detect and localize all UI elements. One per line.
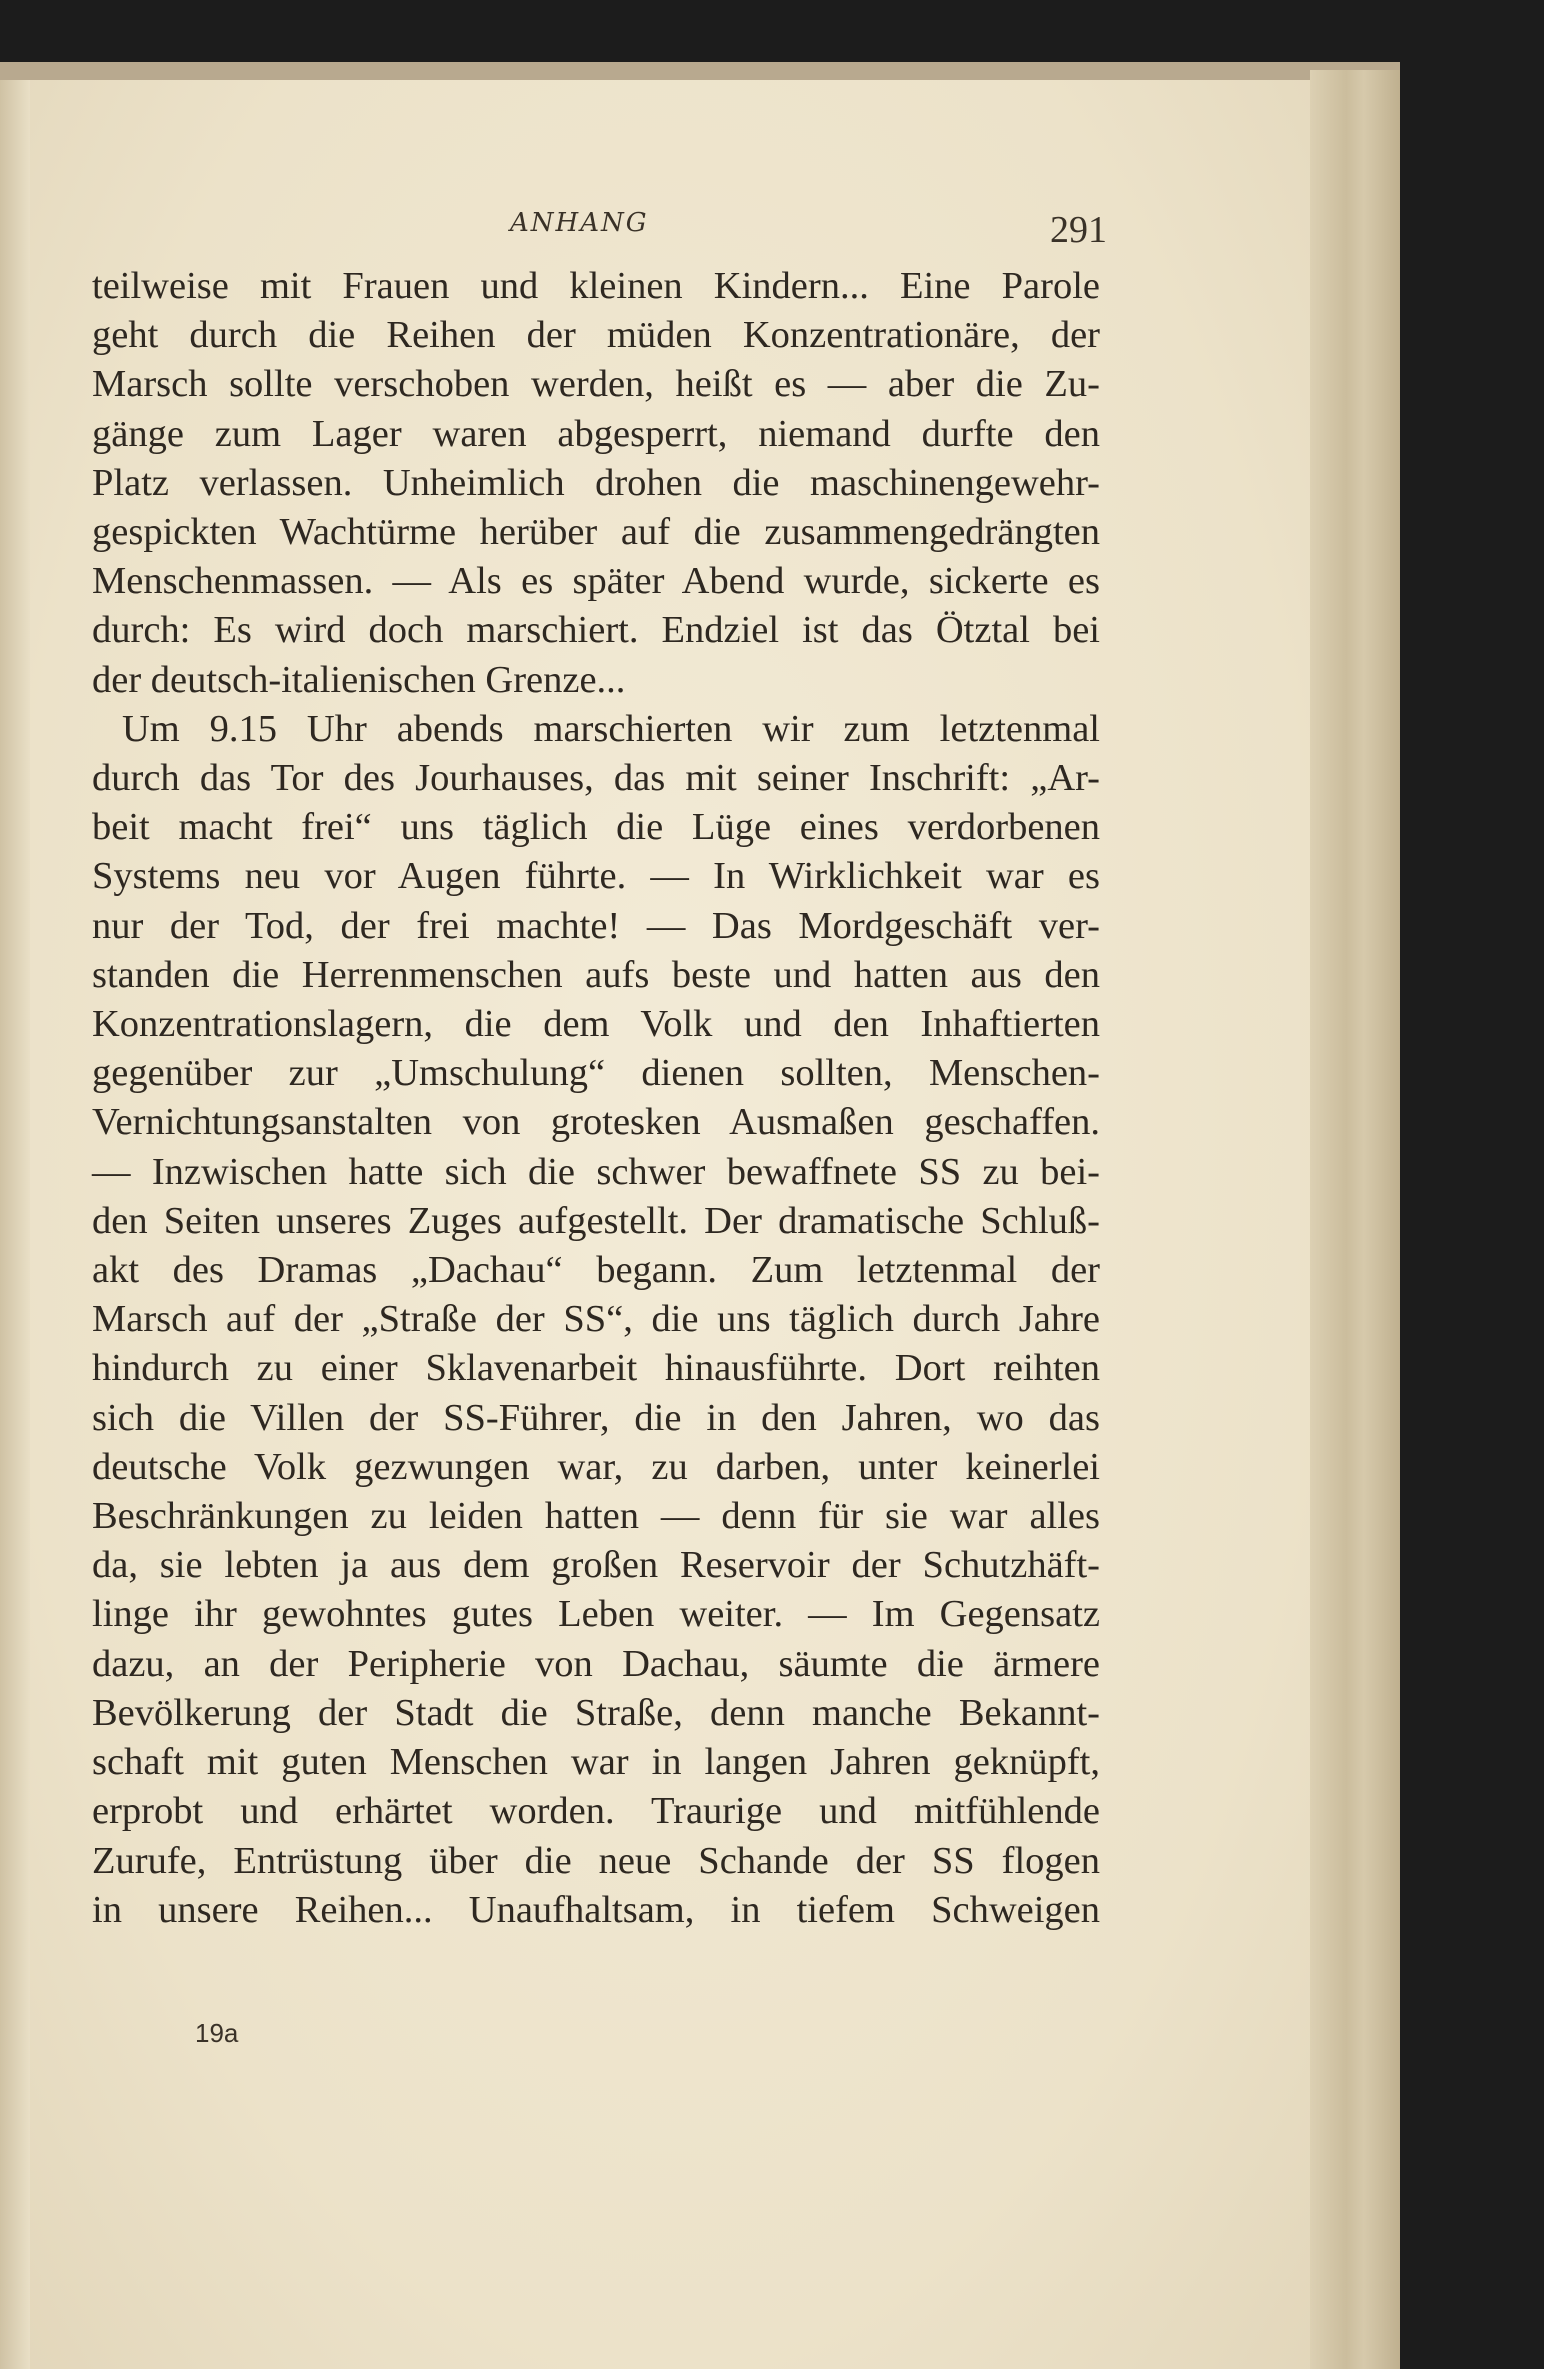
text-line: da, sie lebten ja aus dem großen Reservoir der Schutzhäft-: [92, 1544, 1100, 1587]
text-line: gespickten Wachtürme herüber auf die zusammengedrängten: [92, 511, 1100, 554]
text-line: linge ihr gewohntes gutes Leben weiter. — Im Gegensatz: [92, 1593, 1100, 1636]
page-number: 291: [1050, 209, 1107, 251]
spine-gutter: [0, 80, 30, 2369]
text-line: — Inzwischen hatte sich die schwer bewaffnete SS zu bei-: [92, 1150, 1100, 1193]
text-line: gegenüber zur „Umschulung“ dienen sollten, Menschen-: [92, 1052, 1100, 1095]
text-line: teilweise mit Frauen und kleinen Kindern... Eine Parole: [92, 265, 1100, 307]
text-line: Platz verlassen. Unheimlich drohen die maschinengewehr-: [92, 461, 1100, 504]
text-line: Konzentrationslagern, die dem Volk und den Inhaftierten: [92, 1003, 1100, 1046]
text-line: hindurch zu einer Sklavenarbeit hinausführte. Dort reihten: [92, 1347, 1100, 1390]
text-line: Marsch auf der „Straße der SS“, die uns täglich durch Jahre: [92, 1298, 1100, 1341]
text-line: standen die Herrenmenschen aufs beste und hatten aus den: [92, 953, 1100, 996]
text-line: dazu, an der Peripherie von Dachau, säumte die ärmere: [92, 1642, 1100, 1685]
text-line: Vernichtungsanstalten von grotesken Ausmaßen geschaffen.: [92, 1101, 1100, 1144]
text-line: Beschränkungen zu leiden hatten — denn für sie war alles: [92, 1495, 1100, 1538]
text-line: Systems neu vor Augen führte. — In Wirklichkeit war es: [92, 855, 1100, 898]
running-head: ANHANG: [510, 208, 649, 238]
text-line: Bevölkerung der Stadt die Straße, denn manche Bekannt-: [92, 1691, 1100, 1734]
text-line: nur der Tod, der frei machte! — Das Mordgeschäft ver-: [92, 904, 1100, 947]
text-line: der deutsch-italienischen Grenze...: [92, 658, 626, 701]
text-line: schaft mit guten Menschen war in langen Jahren geknüpft,: [92, 1741, 1100, 1784]
text-line: Menschenmassen. — Als es später Abend wurde, sickerte es: [92, 560, 1100, 603]
text-line: beit macht frei“ uns täglich die Lüge eines verdorbenen: [92, 806, 1100, 849]
text-line: den Seiten unseres Zuges aufgestellt. Der dramatische Schluß-: [92, 1199, 1100, 1242]
text-line: Zurufe, Entrüstung über die neue Schande der SS flogen: [92, 1839, 1100, 1882]
page-fore-edge: [1310, 70, 1400, 2369]
text-line: deutsche Volk gezwungen war, zu darben, unter keinerlei: [92, 1445, 1100, 1488]
text-line: durch: Es wird doch marschiert. Endziel ist das Ötztal bei: [92, 609, 1100, 652]
printer-signature-mark: 19a: [195, 2018, 239, 2048]
text-line: Um 9.15 Uhr abends marschierten wir zum letztenmal: [122, 707, 1100, 750]
text-line: in unsere Reihen... Unaufhaltsam, in tiefem Schweigen: [92, 1888, 1100, 1931]
text-line: akt des Dramas „Dachau“ begann. Zum letztenmal der: [92, 1249, 1100, 1292]
text-line: gänge zum Lager waren abgesperrt, niemand durfte den: [92, 412, 1100, 455]
text-line: geht durch die Reihen der müden Konzentrationäre, der: [92, 314, 1100, 357]
text-line: durch das Tor des Jourhauses, das mit seiner Inschrift: „Ar-: [92, 757, 1100, 800]
text-line: Marsch sollte verschoben werden, heißt es — aber die Zu-: [92, 363, 1100, 406]
body-text: [92, 262, 1100, 1935]
text-line: sich die Villen der SS-Führer, die in den Jahren, wo das: [92, 1396, 1100, 1439]
text-line: erprobt und erhärtet worden. Traurige und mitfühlende: [92, 1790, 1100, 1833]
